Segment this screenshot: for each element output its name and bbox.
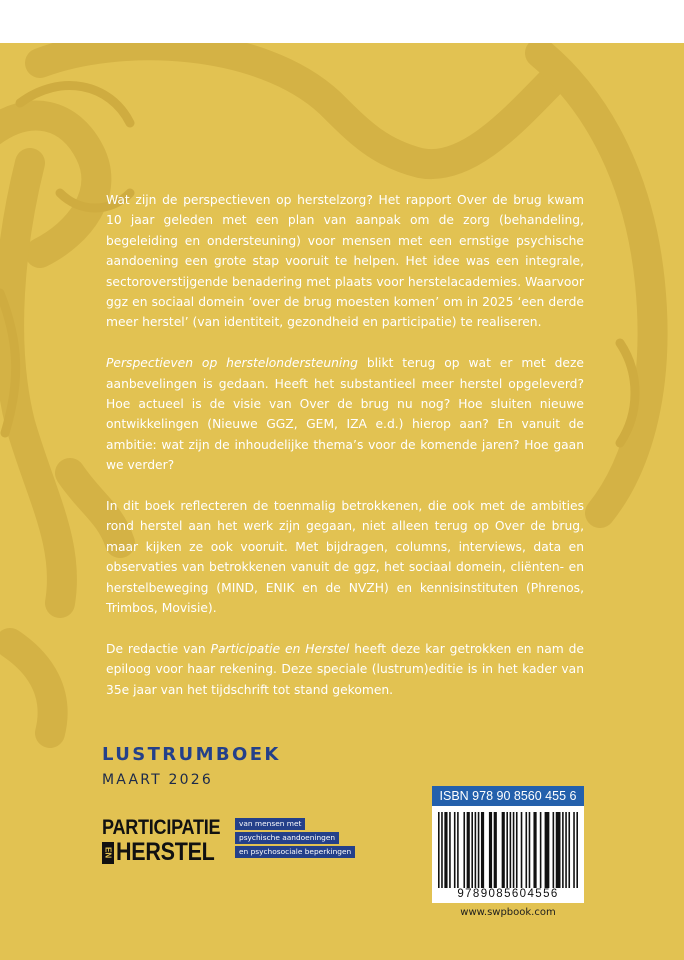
barcode-digits: 9789085604556 — [457, 888, 559, 900]
logo-en-badge: EN — [102, 842, 114, 864]
barcode-bar — [521, 812, 523, 888]
barcode-bar — [449, 812, 451, 888]
logo-tagline-3: en psychosociale beperkingen — [235, 846, 355, 858]
blurb-paragraph-1: Wat zijn de perspectieven op herstelzorg? Het rapport Over de brug kwam 10 jaar geleden met een plan van aanpak om de zorg (behandeling, begeleiding en ondersteuning) voor mensen met een ernstige psychische aandoening een grote stap vooruit te helpen. Het idee was een integrale, sectoroverstijgende benadering met plaats voor herstelacademies. Waarvoor ggz en sociaal domein ‘over de brug moesten komen’ om in 2025 ‘een derde meer herstel’ (van identiteit, gezondheid en participatie) te realiseren. — [106, 193, 584, 330]
barcode-bar — [502, 812, 505, 888]
blurb-paragraph-2 — [106, 353, 584, 475]
blurb-paragraph-4 — [106, 639, 584, 700]
barcode-bar — [438, 812, 440, 888]
barcode-bar — [573, 812, 575, 888]
blurb-paragraph-3: In dit boek reflecteren de toenmalig betrokkenen, die ook met de ambities rond herstel aan het werk zijn gegaan, niet alleen terug op Over de brug, maar kijken ze ook vooruit. Met bijdragen, columns, interviews, data en observaties van betrokkenen vanuit de ggz, het sociaal domein, cliënten- en herstelbeweging (MIND, ENIK en de NVZH) en kennisinstituten (Phrenos, Trimbos, Movisie). — [106, 499, 584, 616]
edition-title: LUSTRUMBOEK — [102, 744, 281, 765]
barcode-bar — [576, 812, 578, 888]
barcode-bar — [516, 812, 518, 888]
blurb-paragraph-2-text: blikt terug op wat er met deze aanbevelingen is gedaan. Heeft het substantieel meer herstel opgeleverd? Hoe actueel is de visie van Over de brug nu nog? Hoe sluiten nieuwe ontwikkelingen (Nieuwe GGZ, GEM, IZA e.d.) hierop aan? En vanuit de ambitie: wat zijn de inhoudelijke thema’s voor de komende jaren? Hoe gaan we verder? — [106, 356, 584, 473]
publisher-website: www.swpbook.com — [460, 907, 556, 918]
barcode-bar — [526, 812, 528, 888]
barcode-bar — [565, 812, 567, 888]
barcode-bar — [506, 812, 508, 888]
barcode-bar — [529, 812, 531, 888]
barcode-bar — [556, 812, 561, 888]
logo-word-herstel: HERSTEL — [116, 838, 215, 866]
barcode-bar — [568, 812, 570, 888]
barcode-bar — [463, 812, 465, 888]
barcode-bar — [510, 812, 512, 888]
barcode-bar — [481, 812, 484, 888]
barcode-bar — [553, 812, 555, 888]
blurb-paragraph-4-lead: De redactie van — [106, 641, 211, 656]
barcode-bar — [562, 812, 564, 888]
book-title-italic: Perspectieven op herstelondersteuning — [106, 356, 358, 371]
back-cover-blurb — [106, 190, 584, 721]
barcode-bar — [533, 812, 536, 888]
logo-tagline-1: van mensen met — [235, 818, 305, 830]
barcode-bar — [475, 812, 477, 888]
barcode-bar — [454, 812, 456, 888]
barcode-bar — [467, 812, 470, 888]
publisher-logo — [102, 816, 377, 886]
barcode-bar — [441, 812, 443, 888]
logo-word-participatie: PARTICIPATIE — [102, 816, 221, 839]
barcode-bar — [478, 812, 480, 888]
logo-tagline-2: psychische aandoeningen — [235, 832, 339, 844]
edition-date: MAART 2026 — [102, 772, 213, 788]
barcode-bar — [444, 812, 447, 888]
barcode-bar — [489, 812, 492, 888]
barcode-bar — [471, 812, 473, 888]
barcode-bar — [540, 812, 542, 888]
barcode-bar — [513, 812, 515, 888]
journal-title-italic: Participatie en Herstel — [210, 641, 350, 656]
barcode-bar — [545, 812, 550, 888]
barcode-bars — [438, 812, 578, 888]
isbn-barcode — [432, 806, 584, 903]
barcode-bar — [494, 812, 497, 888]
barcode-bar — [457, 812, 459, 888]
isbn-label: ISBN 978 90 8560 455 6 — [432, 786, 584, 806]
blurb-paragraph-4-text: heeft deze kar getrokken en nam de epiloog voor haar rekening. Deze speciale (lustrum)editie is in het kader van 35e jaar van het tijdschrift tot stand gekomen. — [106, 641, 584, 697]
